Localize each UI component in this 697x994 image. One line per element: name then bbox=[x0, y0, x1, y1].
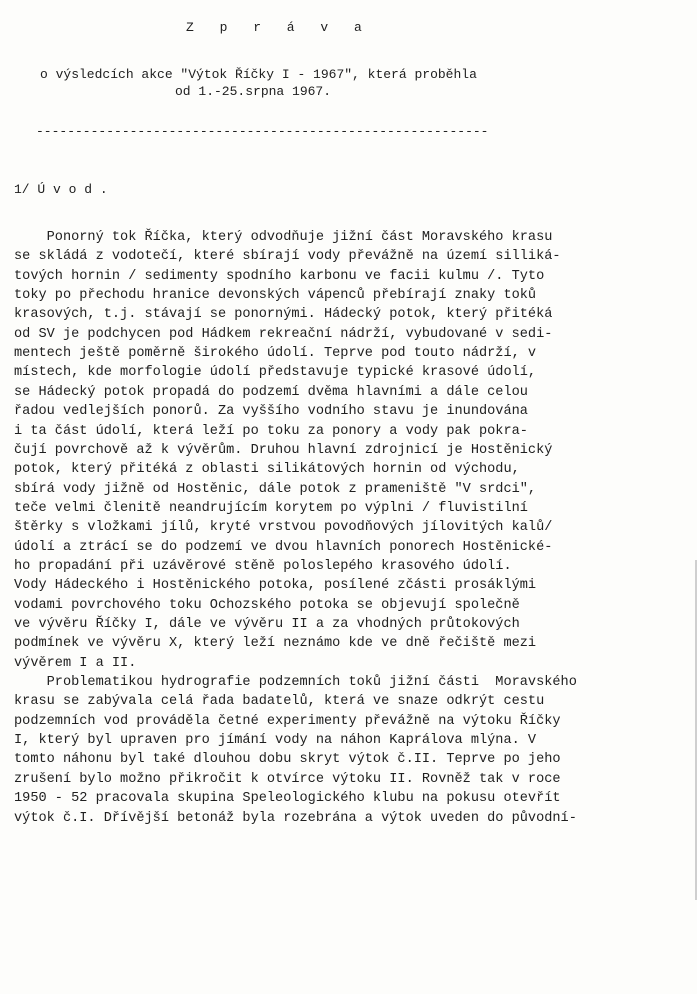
body-line: údolí a ztrácí se do podzemí ve dvou hlavních ponorech Hostěnické- bbox=[14, 539, 553, 555]
body-line: potok, který přitéká z oblasti silikátových hornin od východu, bbox=[14, 462, 520, 478]
body-line: čují povrchově až k vývěrům. Druhou hlavní zdrojnicí je Hostěnický bbox=[14, 442, 553, 458]
body-line: teče velmi členitě neandrujícím korytem po výplni / fluvistilní bbox=[14, 500, 528, 516]
body-line: od SV je podchycen pod Hádkem rekreační nádrží, vybudované v sedi- bbox=[14, 326, 553, 342]
body-line: tových hornin / sedimenty spodního karbonu ve facii kulmu /. Tyto bbox=[14, 268, 545, 284]
body-line: výtok č.I. Dřívější betonáž byla rozebrána a výtok uveden do původní- bbox=[14, 810, 577, 826]
body-line: ho propadání při uzávěrové stěně poloslepého krasového údolí. bbox=[14, 558, 512, 574]
body-line: 1950 - 52 pracovala skupina Speleologického klubu na pokusu otevřít bbox=[14, 791, 561, 807]
body-line: Ponorný tok Říčka, který odvodňuje jižní část Moravského krasu bbox=[14, 230, 553, 245]
body-line: krasu se zabývala celá řada badatelů, která ve snaze odkrýt cestu bbox=[14, 694, 545, 710]
body-line: řadou vedlejších ponorů. Za vyššího vodního stavu je inundována bbox=[14, 404, 528, 420]
body-line: toky po přechodu hranice devonských vápenců přebírají znaky toků bbox=[14, 288, 537, 304]
body-line: ve vývěru Říčky I, dále ve vývěru II a za vhodných průtokových bbox=[14, 617, 520, 632]
body-line: se Hádecký potok propadá do podzemí dvěma hlavními a dále celou bbox=[14, 384, 528, 400]
body-line: štěrky s vložkami jílů, kryté vrstvou povodňových jílovitých kalů/ bbox=[14, 520, 553, 536]
body-line: I, který byl upraven pro jímání vody na náhon Kaprálova mlýna. V bbox=[14, 733, 537, 749]
body-line: krasových, t.j. stávají se ponornými. Hádecký potok, který přitéká bbox=[14, 307, 553, 323]
body-line: místech, kde morfologie údolí představuje typické krasové údolí, bbox=[14, 365, 537, 381]
body-line: sbírá vody jižně od Hostěnic, dále potok z prameniště "V srdci", bbox=[14, 481, 537, 497]
document-title: Z p r á v a bbox=[186, 20, 371, 35]
body-line: se skládá z vodotečí, které sbírají vody převážně na území silliká- bbox=[14, 249, 561, 265]
body-line: mentech ještě poměrně širokého údolí. Teprve pod touto nádrží, v bbox=[14, 346, 537, 362]
body-line: Problematikou hydrografie podzemních toků jižní části Moravského bbox=[14, 675, 577, 691]
body-line: vývěrem I a II. bbox=[14, 655, 137, 671]
body-line: podmínek ve vývěru X, který leží neznámo kde ve dně řečiště mezi bbox=[14, 636, 537, 652]
body-line: Vody Hádeckého i Hostěnického potoka, posílené zčásti prosáklými bbox=[14, 578, 537, 594]
body-line: vodami povrchového toku Ochozského potoka se objevují společně bbox=[14, 597, 520, 613]
body-line: podzemních vod prováděla četné experimenty převážně na výtoku Říčky bbox=[14, 713, 561, 729]
section-heading: 1/ Ú v o d . bbox=[14, 182, 108, 197]
dashed-rule: ---------------------------------------------------------- bbox=[36, 124, 489, 139]
body-line: tomto náhonu byl také dlouhou dobu skryt výtok č.II. Teprve po jeho bbox=[14, 752, 561, 768]
subtitle-line-2: od 1.-25.srpna 1967. bbox=[175, 84, 332, 99]
subtitle-line-1: o výsledcích akce "Výtok Říčky I - 1967", která proběhla bbox=[40, 67, 477, 82]
body-line: i ta část údolí, která leží po toku za ponory a vody pak pokra- bbox=[14, 423, 528, 439]
body-line: zrušení bylo možno přikročit k otvírce výtoku II. Rovněž tak v roce bbox=[14, 771, 561, 787]
